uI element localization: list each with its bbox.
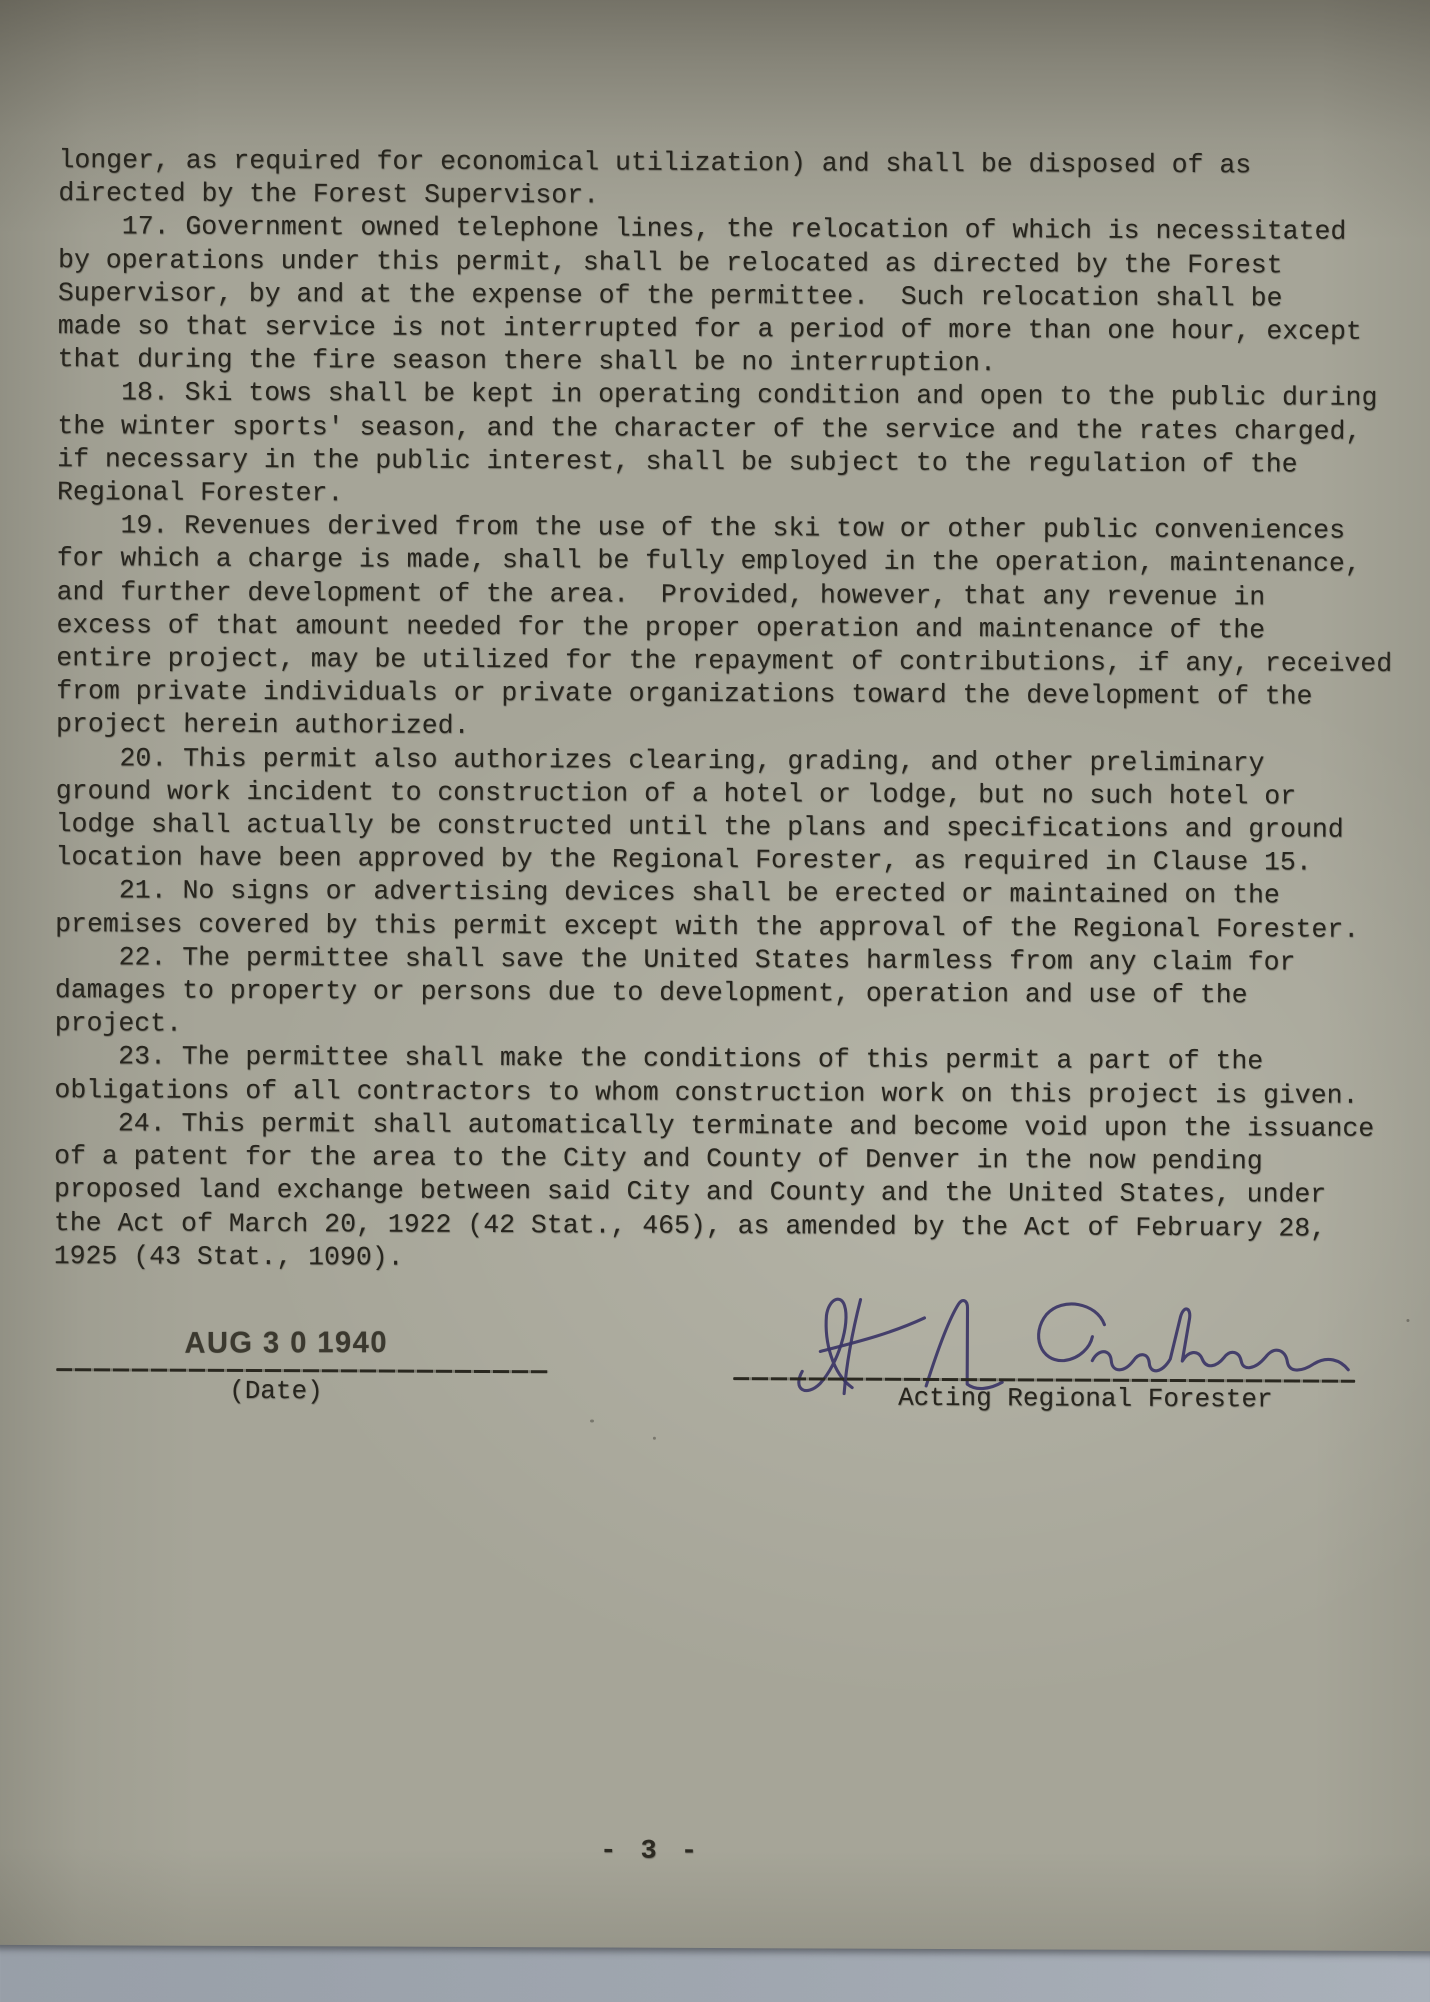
text-line: Supervisor, by and at the expense of the permittee. Such relocation shall be bbox=[57, 277, 1283, 314]
text-line: the Act of March 20, 1922 (42 Stat., 465), as amended by the Act of February 28, bbox=[53, 1207, 1327, 1244]
text-line: 21. No signs or advertising devices shall be erected or maintained on the bbox=[55, 875, 1280, 911]
text-line: if necessary in the public interest, shall be subject to the regulation of the bbox=[57, 443, 1298, 480]
text-line: obligations of all contractors to whom construction work on this project is given. bbox=[54, 1074, 1359, 1111]
text-line: project. bbox=[54, 1008, 183, 1039]
text-line: that during the fire season there shall be no interruption. bbox=[57, 344, 996, 379]
text-line: the winter sports' season, and the character of the service and the rates charged, bbox=[57, 410, 1362, 447]
text-line: longer, as required for economical utilization) and shall be disposed of as bbox=[58, 145, 1252, 181]
signature-role-label: Acting Regional Forester bbox=[898, 1382, 1273, 1415]
page-number: - 3 - bbox=[600, 1836, 702, 1867]
text-line: 20. This permit also authorizes clearing, grading, and other preliminary bbox=[55, 742, 1265, 779]
text-line: and further development of the area. Provided, however, that any revenue in bbox=[56, 576, 1266, 613]
text-line: entire project, may be utilized for the repayment of contributions, if any, received bbox=[56, 643, 1393, 679]
text-line: damages to property or persons due to development, operation and use of the bbox=[54, 975, 1248, 1011]
text-line: made so that service is not interrupted for a period of more than one hour, except bbox=[57, 311, 1362, 347]
text-line: proposed land exchange between said City and County and the United States, under bbox=[53, 1174, 1327, 1210]
text-line: by operations under this permit, shall be relocated as directed by the Forest bbox=[58, 244, 1283, 281]
date-stamp: AUG 3 0 1940 bbox=[184, 1326, 388, 1360]
text-line: project herein authorized. bbox=[55, 709, 470, 742]
text-line: 22. The permittee shall save the United States harmless from any claim for bbox=[54, 941, 1296, 978]
paper-speck bbox=[1406, 1319, 1409, 1322]
paper-speck bbox=[653, 1437, 656, 1440]
text-line: of a patent for the area to the City and County of Denver in the now pending bbox=[54, 1141, 1263, 1177]
text-line: premises covered by this permit except with the approval of the Regional Forester. bbox=[55, 908, 1360, 945]
text-line: 18. Ski tows shall be kept in operating condition and open to the public during bbox=[57, 377, 1378, 414]
date-label: (Date) bbox=[229, 1375, 323, 1407]
text-line: Regional Forester. bbox=[56, 477, 344, 509]
paper-speck bbox=[590, 1419, 594, 1422]
text-line: 17. Government owned telephone lines, the relocation of which is necessitated bbox=[58, 211, 1347, 248]
date-line bbox=[56, 1368, 548, 1373]
text-line: 1925 (43 Stat., 1090). bbox=[53, 1240, 404, 1273]
text-line: for which a charge is made, shall be fully employed in the operation, maintenance, bbox=[56, 543, 1361, 580]
text-line: 19. Revenues derived from the use of the ski tow or other public conveniences bbox=[56, 510, 1346, 546]
text-line: lodge shall actually be constructed until the plans and specifications and ground bbox=[55, 809, 1344, 845]
text-line: ground work incident to construction of a hotel or lodge, but no such hotel or bbox=[55, 775, 1297, 812]
text-line: 23. The permittee shall make the conditions of this permit a part of the bbox=[54, 1041, 1264, 1077]
typed-text bbox=[54, 144, 1424, 1279]
text-line: 24. This permit shall automatically terminate and become void upon the issuance bbox=[54, 1108, 1375, 1144]
text-line: location have been approved by the Regional Forester, as required in Clause 15. bbox=[55, 842, 1312, 878]
text-line: directed by the Forest Supervisor. bbox=[58, 178, 600, 211]
text-line: from private individuals or private organizations toward the development of the bbox=[56, 676, 1313, 712]
text-line: excess of that amount needed for the proper operation and maintenance of the bbox=[56, 609, 1266, 646]
